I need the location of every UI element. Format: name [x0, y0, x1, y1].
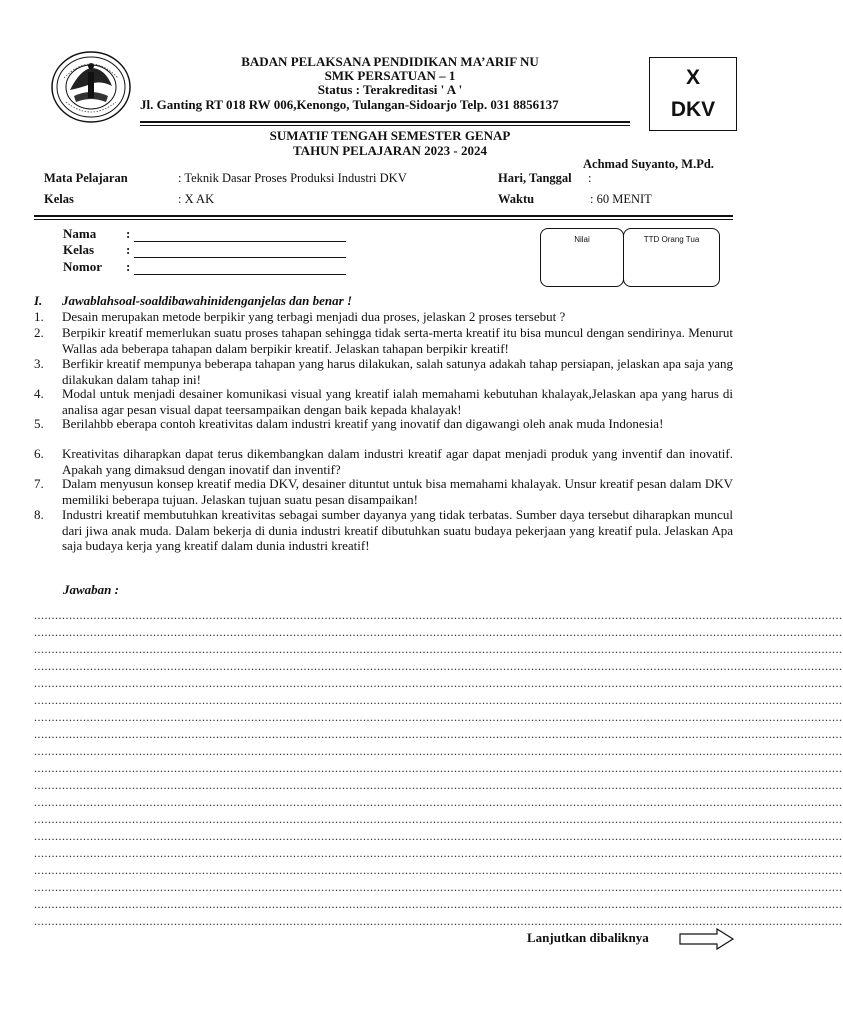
question-number: 7.	[34, 476, 44, 491]
org-name: BADAN PELAKSANA PENDIDIKAN MA’ARIF NU	[241, 54, 539, 69]
question-number: 6.	[34, 446, 44, 461]
answer-line[interactable]: .......................................................................................................................................................................................................................................	[34, 676, 843, 690]
answer-line[interactable]: .......................................................................................................................................................................................................................................	[34, 744, 843, 758]
question-text: Modal untuk menjadi desainer komunikasi visual yang kreatif ialah memahami kebutuhan khalayak,Jelaskan apa yang harus di analisa agar pesan visual dapat teersampaikan dengan baik kepada khalayak!	[62, 386, 733, 417]
answer-line[interactable]: .......................................................................................................................................................................................................................................	[34, 625, 843, 639]
student-number-colon: :	[126, 259, 131, 274]
subject-label: Mata Pelajaran	[44, 171, 128, 185]
answer-line[interactable]: .......................................................................................................................................................................................................................................	[34, 897, 843, 911]
answer-line[interactable]: .......................................................................................................................................................................................................................................	[34, 761, 843, 775]
student-number-label: Nomor	[63, 259, 102, 274]
student-class-field[interactable]	[134, 257, 346, 258]
continue-text: Lanjutkan dibaliknya	[527, 930, 649, 945]
class-box	[649, 57, 737, 131]
question-item	[34, 386, 733, 417]
score-label: Nilai	[574, 235, 590, 244]
question-text: Berfikir kreatif mempunya beberapa tahapan yang harus dilakukan, salah satunya adakah tahap persiapan, jelaskan apa saja yang dilakukan dalam tahap ini!	[62, 356, 733, 387]
question-item	[34, 309, 733, 325]
answer-label: Jawaban :	[63, 582, 119, 597]
info-divider-thin	[34, 219, 733, 220]
exam-year: TAHUN PELAJARAN 2023 - 2024	[292, 143, 488, 158]
answer-line[interactable]: .......................................................................................................................................................................................................................................	[34, 608, 843, 622]
answer-line[interactable]: .......................................................................................................................................................................................................................................	[34, 914, 843, 928]
class-box-grade: X	[685, 66, 700, 89]
answer-line[interactable]: .......................................................................................................................................................................................................................................	[34, 863, 843, 877]
student-class-label: Kelas	[63, 242, 95, 257]
student-class-colon: :	[126, 242, 131, 257]
answer-line[interactable]: .......................................................................................................................................................................................................................................	[34, 727, 843, 741]
class-label: Kelas	[44, 192, 74, 206]
student-number-field[interactable]	[134, 274, 346, 275]
student-name-field[interactable]	[134, 241, 346, 242]
answer-line[interactable]: .......................................................................................................................................................................................................................................	[34, 846, 843, 860]
instructions-text: Jawablahsoal-soaldibawahinidenganjelas dan benar !	[62, 293, 353, 308]
right-arrow-icon	[679, 928, 735, 950]
question-text: Berpikir kreatif memerlukan suatu proses tahapan sehingga tidak serta-merta kreatif itu bisa muncul dengan sendirinya. Menurut Wallas ada beberapa tahapan dalam berpikir kreatif. Jelaskan tahapan berpikir kreatif!	[62, 325, 733, 356]
question-item	[34, 507, 733, 554]
header-divider	[140, 121, 630, 123]
question-number: 8.	[34, 507, 44, 522]
teacher-name: Achmad Suyanto, M.Pd.	[583, 157, 714, 171]
answer-line[interactable]: .......................................................................................................................................................................................................................................	[34, 642, 843, 656]
question-item	[34, 356, 733, 387]
answer-line[interactable]: .......................................................................................................................................................................................................................................	[34, 795, 843, 809]
parent-signature-label: TTD Orang Tua	[643, 235, 700, 244]
school-logo	[50, 50, 132, 124]
info-divider	[34, 215, 733, 217]
question-item	[34, 476, 733, 507]
class-value: : X AK	[178, 192, 215, 206]
question-text: Desain merupakan metode berpikir yang terbagi menjadi dua proses, jelaskan 2 proses tersebut ?	[62, 309, 566, 324]
answer-line[interactable]: .......................................................................................................................................................................................................................................	[34, 693, 843, 707]
question-number: 3.	[34, 356, 44, 371]
parent-signature-box[interactable]	[623, 228, 720, 287]
question-number: 5.	[34, 416, 44, 431]
question-text: Dalam menyusun konsep kreatif media DKV, desainer dituntut untuk bisa memahami khalayak. Unsur kreatif pesan dalam DKV memiliki beberapa tujuan. Jelaskan tujuan suatu pesan disampaikan!	[62, 476, 733, 507]
day-date-label: Hari, Tanggal	[498, 171, 572, 185]
time-value: : 60 MENIT	[590, 192, 652, 206]
subject-value: : Teknik Dasar Proses Produksi Industri DKV	[178, 171, 407, 185]
question-number: 1.	[34, 309, 44, 324]
score-box[interactable]	[540, 228, 624, 287]
question-number: 4.	[34, 386, 44, 401]
section-number: I.	[34, 293, 43, 308]
question-text: Kreativitas diharapkan dapat terus dikembangkan dalam industri kreatif agar dapat menjadi produk yang inventif dan inovatif. Apakah yang dimaksud dengan inovatif dan inventif?	[62, 446, 733, 477]
exam-title: SUMATIF TENGAH SEMESTER GENAP	[269, 128, 511, 143]
accreditation-status: Status : Terakreditasi ' A '	[317, 82, 463, 97]
school-name: SMK PERSATUAN – 1	[324, 68, 456, 83]
header-divider-thin	[140, 125, 630, 126]
student-name-colon: :	[126, 226, 131, 241]
answer-line[interactable]: .......................................................................................................................................................................................................................................	[34, 880, 843, 894]
instructions	[34, 293, 352, 309]
question-item	[34, 416, 733, 432]
question-item	[34, 325, 733, 356]
question-number: 2.	[34, 325, 44, 340]
school-address: Jl. Ganting RT 018 RW 006,Kenongo, Tulangan-Sidoarjo Telp. 031 8856137	[140, 97, 559, 112]
question-text: Industri kreatif membutuhkan kreativitas sebagai sumber dayanya yang tidak terbatas. Sumber daya tersebut diharapkan muncul dari jiwa anak muda. Dalam bekerja di dunia industri kreatif dibutuhkan suatu budaya pekerjaan yang kreatif pula. Jelaskan Apa saja budaya kerja yang kreatif dalam dunia industri kreatif!	[62, 507, 733, 553]
student-name-label: Nama	[63, 226, 97, 241]
question-item	[34, 446, 733, 477]
answer-line[interactable]: .......................................................................................................................................................................................................................................	[34, 829, 843, 843]
day-date-value: :	[588, 171, 592, 185]
question-text: Berilahbb eberapa contoh kreativitas dalam industri kreatif yang inovatif dan digawangi oleh anak muda Indonesia!	[62, 416, 664, 431]
answer-line[interactable]: .......................................................................................................................................................................................................................................	[34, 778, 843, 792]
answer-line[interactable]: .......................................................................................................................................................................................................................................	[34, 812, 843, 826]
answer-line[interactable]: .......................................................................................................................................................................................................................................	[34, 659, 843, 673]
time-label: Waktu	[498, 192, 535, 206]
class-box-major: DKV	[670, 98, 716, 121]
answer-line[interactable]: .......................................................................................................................................................................................................................................	[34, 710, 843, 724]
